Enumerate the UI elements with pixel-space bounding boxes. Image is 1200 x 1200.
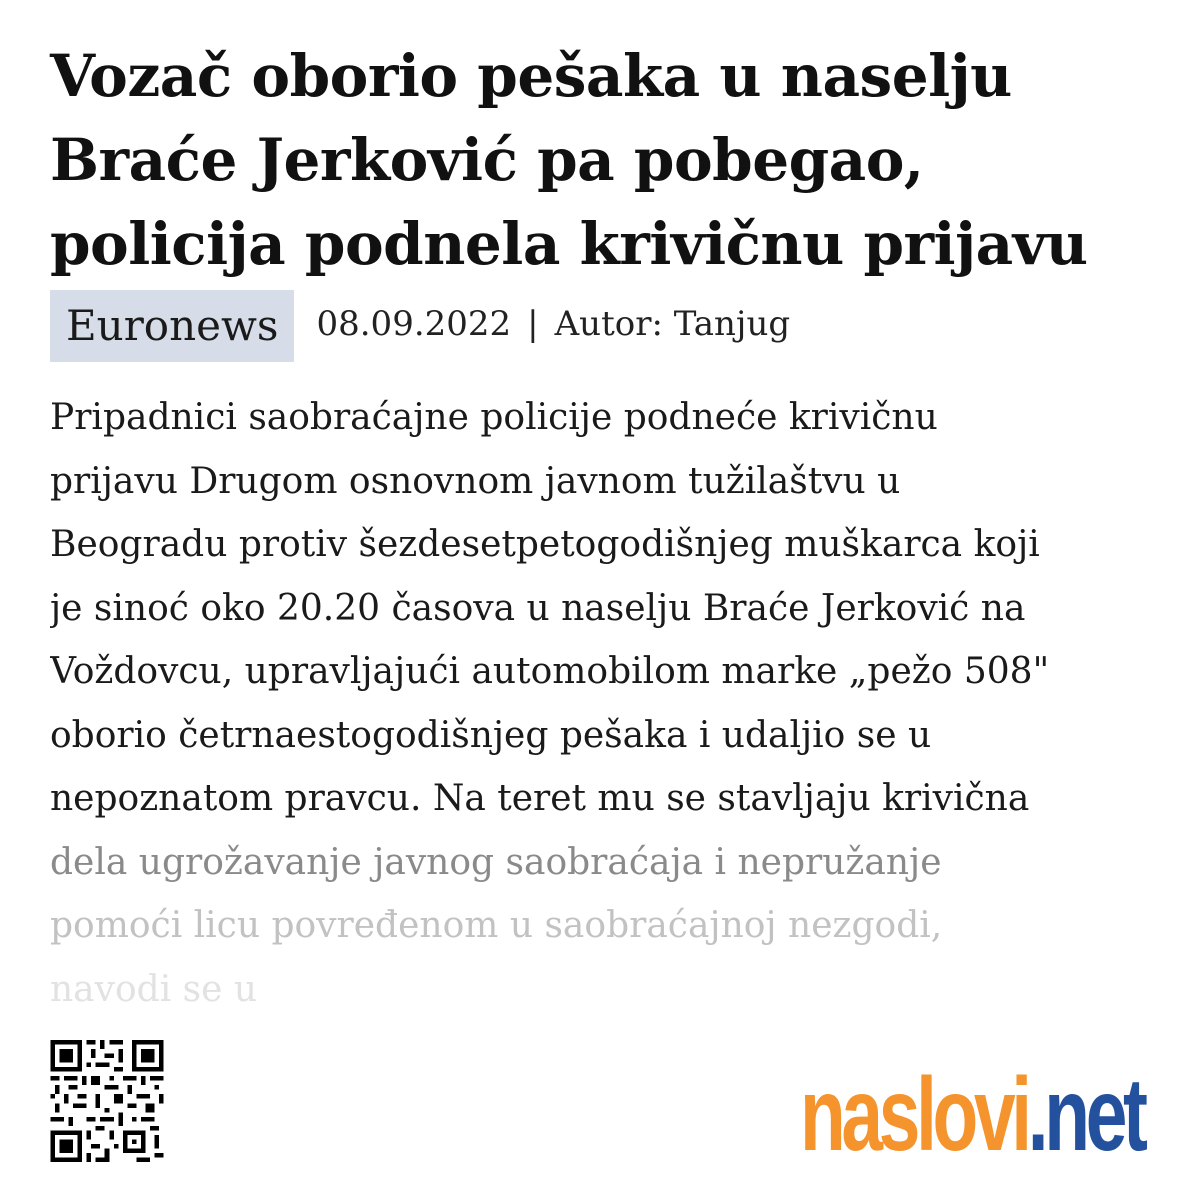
publish-date: 08.09.2022 bbox=[316, 304, 512, 344]
body-line: oborio četrnaestogodišnjeg pešaka i udaljio se u bbox=[50, 714, 932, 756]
article-meta bbox=[50, 290, 790, 362]
body-line-faded: dela ugrožavanje javnog saobraćaja i nepružanje bbox=[50, 841, 942, 883]
headline-line: Vozač oborio pešaka u naselju bbox=[50, 42, 1012, 110]
article-headline[interactable] bbox=[50, 34, 1170, 286]
body-line-faded: navodi se u bbox=[50, 968, 258, 1006]
body-line: nepoznatom pravcu. Na teret mu se stavljaju krivična bbox=[50, 778, 1030, 819]
headline-line: Braće Jerković pa pobegao, bbox=[50, 126, 924, 194]
qr-code-icon[interactable] bbox=[50, 1040, 164, 1162]
source-badge[interactable]: Euronews bbox=[50, 290, 294, 362]
body-line: prijavu Drugom osnovnom javnom tužilaštvu u bbox=[50, 460, 901, 502]
meta-text bbox=[316, 300, 790, 348]
body-line: Voždovcu, upravljajući automobilom marke „pežo 508" bbox=[50, 651, 1050, 692]
logo-naslovi: naslovi bbox=[800, 1057, 1028, 1173]
author-label: Autor: Tanjug bbox=[554, 304, 791, 344]
body-line: Pripadnici saobraćajne policije podneće krivičnu bbox=[50, 397, 938, 438]
body-line: je sinoć oko 20.20 časova u naselju Braće Jerković na bbox=[50, 587, 1026, 629]
logo-net: .net bbox=[1027, 1057, 1144, 1173]
body-line: Beogradu protiv šezdesetpetogodišnjeg muškarca koji bbox=[50, 524, 1040, 565]
article-body bbox=[50, 386, 1160, 1006]
meta-separator: | bbox=[527, 304, 539, 344]
headline-line: policija podnela krivičnu prijavu bbox=[50, 210, 1088, 278]
body-line-faded: pomoći licu povređenom u saobraćajnoj nezgodi, bbox=[50, 905, 943, 946]
naslovi-net-logo[interactable] bbox=[800, 1057, 1144, 1173]
